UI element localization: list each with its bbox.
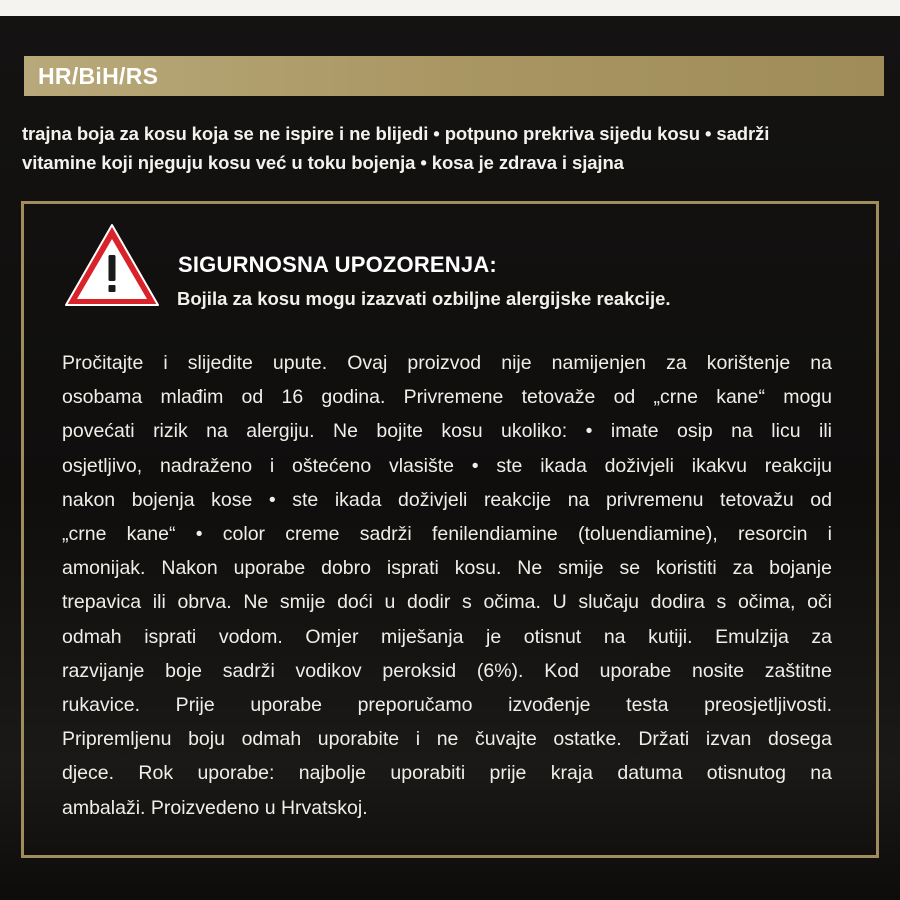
intro-line: vitamine koji njeguju kosu već u toku bojenja • kosa je zdrava i sjajna xyxy=(22,152,624,173)
language-label: HR/BiH/RS xyxy=(38,62,159,89)
top-white-strip xyxy=(0,0,900,16)
warning-body-text xyxy=(62,346,832,825)
body-line: osjetljivo, nadraženo i oštećeno vlasište • ste ikada doživjeli ikakvu reakciju xyxy=(62,454,832,477)
intro-paragraph xyxy=(22,119,892,177)
body-line: nakon bojenja kose • ste ikada doživjeli reakcije na privremenu tetovažu od xyxy=(62,488,832,511)
warning-title: SIGURNOSNA UPOZORENJA: xyxy=(178,252,497,277)
body-line: povećati rizik na alergiju. Ne bojite kosu ukoliko: • imate osip na licu ili xyxy=(62,420,832,443)
body-line: Pripremljenu boju odmah uporabite i ne čuvajte ostatke. Držati izvan dosega xyxy=(62,728,832,751)
body-line: osobama mlađim od 16 godina. Privremene tetovaže od „crne kane“ mogu xyxy=(62,386,832,409)
body-line: Pročitajte i slijedite upute. Ovaj proizvod nije namijenjen za korištenje na xyxy=(62,352,832,374)
body-line: ambalaži. Proizvedeno u Hrvatskoj. xyxy=(62,796,368,819)
intro-line: trajna boja za kosu koja se ne ispire i ne blijedi • potpuno prekriva sijedu kosu • sadrži xyxy=(22,123,770,144)
body-line: odmah isprati vodom. Omjer miješanja je otisnut na kutiji. Emulzija za xyxy=(62,625,832,648)
body-line: razvijanje boje sadrži vodikov peroksid (6%). Kod uporabe nosite zaštitne xyxy=(62,659,832,682)
body-line: amonijak. Nakon uporabe dobro isprati kosu. Ne smije se koristiti za bojanje xyxy=(62,557,832,580)
body-line: trepavica ili obrva. Ne smije doći u dodir s očima. U slučaju dodira s očima, oči xyxy=(62,591,832,614)
language-header-bar xyxy=(24,56,884,96)
warning-subtitle: Bojila za kosu mogu izazvati ozbiljne alergijske reakcije. xyxy=(177,288,671,309)
warning-triangle-icon xyxy=(63,222,161,308)
body-line: djece. Rok uporabe: najbolje uporabiti prije kraja datuma otisnutog na xyxy=(62,762,832,785)
body-line: „crne kane“ • color creme sadrži fenilendiamine (toluendiamine), resorcin i xyxy=(62,523,832,546)
body-line: rukavice. Prije uporabe preporučamo izvođenje testa preosjetljivosti. xyxy=(62,694,832,717)
